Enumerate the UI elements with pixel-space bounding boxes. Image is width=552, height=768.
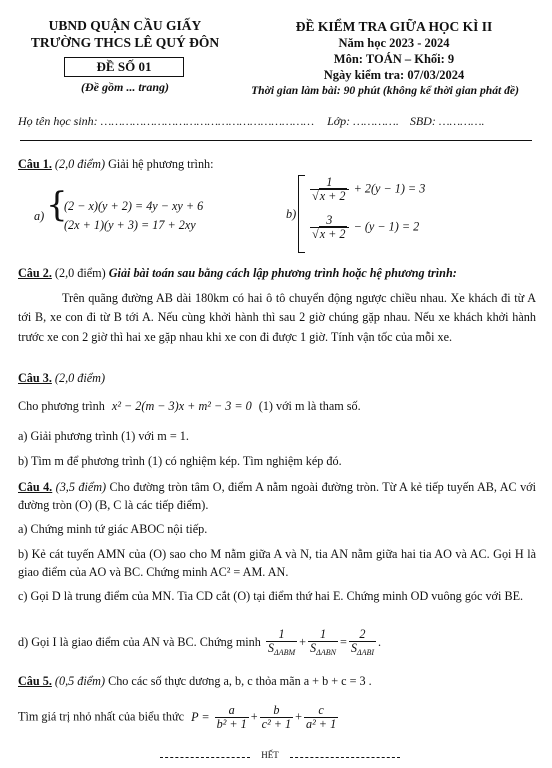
- q1-a-eq2: (2x + 1)(y + 3) = 17 + 2xy: [64, 218, 196, 232]
- subject-grade: Môn: TOÁN – Khối: 9: [333, 52, 455, 66]
- exam-duration: Thời gian làm bài: 90 phút (không kể thời gian phát đề): [251, 84, 519, 97]
- q3-equation: x² − 2(m − 3)x + m² − 3 = 0: [111, 399, 252, 413]
- q4-d-f1-num: 1: [266, 628, 297, 642]
- q1-b-eq1-den: x + 2: [319, 189, 346, 204]
- q4-d-text: d) Gọi I là giao điểm của AN và BC. Chứng minh: [18, 634, 261, 649]
- q4-d-f3-num: 2: [349, 628, 376, 642]
- footer-end-text: HẾT: [261, 750, 279, 760]
- q4-d: d) Gọi I là giao điểm của AN và BC. Chứng minh $\frac{1}{S_{\Delta ABM}}$ + $\frac{1}{S_{\Delta ABN}}$ = $\frac{2}{S_{\Delta ABI}}$ .: [18, 627, 382, 658]
- q4-a: a) Chứng minh tứ giác ABOC nội tiếp.: [18, 522, 208, 536]
- q1-b-eq1: $\frac{1}{√x + 2}$ + 2(y − 1) = 3: [312, 175, 426, 204]
- q3-intro-before: Cho phương trình: [18, 399, 105, 413]
- q1-title: Câu 1.: [18, 157, 52, 171]
- q1-b-eq1-num: 1: [310, 176, 349, 190]
- q5-f1-num: a: [215, 704, 249, 718]
- q1-b-label: b): [286, 207, 297, 221]
- q2-points: (2,0 điểm): [54, 266, 106, 280]
- pages-note: (Đề gồm ... trang): [81, 80, 169, 94]
- exam-code: ĐỀ SỐ 01: [96, 59, 152, 74]
- class-dots: ………….: [353, 114, 399, 128]
- q1-heading: [18, 156, 536, 172]
- student-name-dots: ……………………………………………………: [100, 114, 315, 128]
- q3-heading: [18, 370, 536, 386]
- q1-b-brace: [298, 175, 305, 253]
- school-year: Năm học 2023 - 2024: [338, 36, 450, 50]
- q5-f2-num: b: [260, 704, 293, 718]
- q2-title: Câu 2.: [18, 266, 52, 280]
- q3-points: (2,0 điểm): [54, 371, 106, 385]
- q4-points: (3,5 điểm): [55, 480, 107, 494]
- q4-d-f2-num: 1: [308, 628, 338, 642]
- q5-intro: Cho các số thực dương a, b, c thỏa mãn a + b + c = 3 .: [108, 674, 372, 688]
- q3-a: a) Giải phương trình (1) với m = 1.: [18, 429, 189, 443]
- q5-f2-den: c² + 1: [261, 717, 292, 732]
- q2-body: Trên quãng đường AB dài 180km có hai ô tô chuyển động ngược chiều nhau. Xe khách đi từ A tới B, xe con đi từ B tới A. Nếu cùng khởi hành thì sau 2 giờ chúng gặp nhau. Nếu xe khách khởi hành trước xe con 2 giờ thì hai xe gặp nhau khi xe con đi được 1 giờ. Tính vận tốc của mỗi xe.: [18, 291, 536, 344]
- sbd-label: SBD:: [409, 114, 436, 128]
- exam-code-box: [64, 57, 184, 77]
- footer-line-left: [160, 757, 250, 758]
- footer-line-right: [290, 757, 400, 758]
- q5-task-text: Tìm giá trị nhỏ nhất của biểu thức: [18, 709, 185, 724]
- q3-title: Câu 3.: [18, 371, 52, 385]
- q4-b: b) Kẻ cát tuyến AMN của (O) sao cho M nằm giữa A và N, tia AN nằm giữa hai tia AO và AC. Gọi H là giao điểm của AO và BC. Chứng minh AC² = AM. AN.: [18, 547, 536, 580]
- q4-heading: [18, 478, 536, 515]
- q4-d-f3-sub: ΔABI: [356, 648, 375, 658]
- q4-intro: Cho đường tròn tâm O, điểm A nằm ngoài đường tròn. Từ A kẻ tiếp tuyến AB, AC với đường tròn (O) (B, C là các tiếp điểm).: [18, 480, 536, 513]
- q3-b: b) Tìm m để phương trình (1) có nghiệm kép. Tìm nghiệm kép đó.: [18, 454, 342, 468]
- exam-date: Ngày kiểm tra: 07/03/2024: [323, 68, 465, 82]
- q1-a-label: a): [34, 209, 45, 223]
- q2-intro: Giải bài toán sau bằng cách lập phương trình hoặc hệ phương trình:: [108, 266, 457, 280]
- sbd-dots: ………….: [438, 114, 485, 128]
- q3-intro-after: (1) với m là tham số.: [258, 399, 361, 413]
- q4-d-f2-den: S: [310, 641, 317, 656]
- q3-intro: [18, 398, 536, 414]
- q2-heading: [18, 265, 536, 281]
- q1-b-eq2-rest: − (y − 1) = 2: [353, 219, 420, 234]
- q1-b-eq2-den: x + 2: [319, 227, 346, 242]
- exam-title: ĐỀ KIỂM TRA GIỮA HỌC KÌ II: [295, 19, 493, 34]
- student-info-line: [18, 114, 538, 130]
- q4-title: Câu 4.: [18, 480, 53, 494]
- q1-b-eq1-rest: + 2(y − 1) = 3: [353, 181, 426, 196]
- q4-d-f1-den: S: [267, 641, 275, 656]
- q1-b-eq2: $\frac{3}{√x + 2}$ − (y − 1) = 2: [312, 213, 420, 242]
- q5-f3-den: a² + 1: [306, 717, 337, 732]
- class-label: Lớp:: [327, 114, 351, 128]
- q5-f1-den: b² + 1: [216, 717, 247, 732]
- q1-text: Giải hệ phương trình:: [108, 157, 214, 171]
- header-divider: [20, 140, 532, 141]
- q5-points: (0,5 điểm): [54, 674, 106, 688]
- q5-P: P =: [191, 709, 210, 724]
- q1-points: (2,0 điểm): [54, 157, 106, 171]
- q1-a-brace: {: [46, 185, 68, 225]
- q1-a-eq1: (2 − x)(y + 2) = 4y − xy + 6: [64, 199, 204, 213]
- q5-f3-num: c: [304, 704, 338, 718]
- student-name-label: Họ tên học sinh:: [18, 114, 98, 128]
- q5-task: Tìm giá trị nhỏ nhất của biểu thức P = $\frac{a}{\text{b² + 1}}$ + $\frac{b}{\text{c² + 1}}$ + $\frac{c}{\text{a² + 1}}$: [18, 703, 337, 732]
- q4-d-f1-sub: ΔABM: [274, 648, 296, 658]
- q4-d-f2-sub: ΔABN: [316, 648, 336, 658]
- q5-heading: [18, 673, 536, 689]
- school-district: UBND QUẬN CẦU GIẤY: [48, 18, 202, 33]
- q1-b-eq2-num: 3: [310, 214, 349, 228]
- school-name: TRƯỜNG THCS LÊ QUÝ ĐÔN: [30, 35, 220, 50]
- q5-title: Câu 5.: [18, 674, 52, 688]
- q4-d-f3-den: S: [350, 641, 357, 656]
- q4-c: c) Gọi D là trung điểm của MN. Tia CD cắt (O) tại điểm thứ hai E. Chứng minh OD vuông góc với BE.: [18, 589, 524, 603]
